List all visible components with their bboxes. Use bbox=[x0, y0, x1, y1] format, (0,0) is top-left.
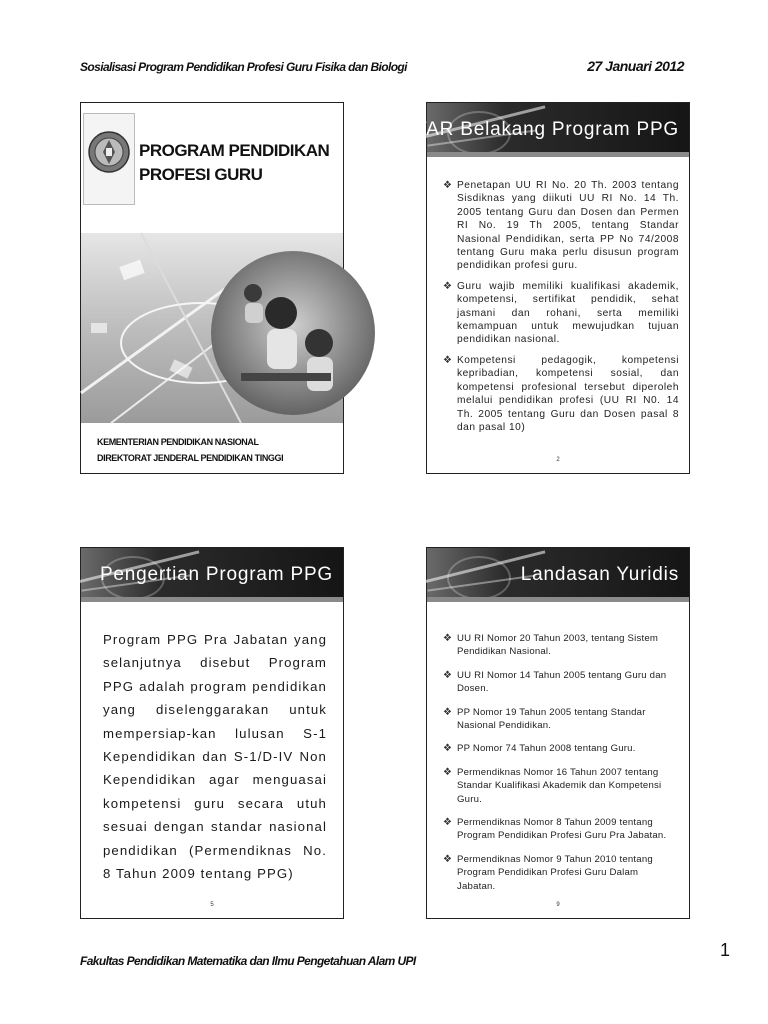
tut-wuri-handayani-logo bbox=[83, 113, 135, 205]
bullet-list bbox=[441, 179, 679, 441]
diamond-bullet-icon: ❖ bbox=[443, 354, 453, 366]
diamond-bullet-icon: ❖ bbox=[443, 669, 453, 681]
list-item-text: Penetapan UU RI No. 20 Th. 2003 tentang Sisdiknas yang diikuti UU RI No. 14 Th. 2005 tentang Guru dan Dosen dan Permen RI No. 19 Th 2005, tentang Standar Nasional Pendidikan, serta PP No 74/2008 tentang Guru maka perlu disusun program pendidikan profesi guru. bbox=[457, 180, 679, 272]
list-item-text: Permendiknas Nomor 9 Tahun 2010 tentang Program Pendidikan Profesi Guru Dalam Jabatan. bbox=[457, 853, 653, 892]
list-item bbox=[441, 280, 679, 347]
slide-title-banner bbox=[81, 548, 343, 602]
page-number: 1 bbox=[719, 940, 730, 960]
definition-paragraph: Program PPG Pra Jabatan yang selanjutnya disebut Program PPG adalah program pendidikan yang diselenggarakan untuk mempersiap-kan lulusan S-1 Kependidikan dan S-1/D-IV Non Kependidikan agar menguasai kompetensi guru secara utuh sesuai dengan standar nasional pendidikan (Permendiknas No. 8 Tahun 2009 tentang PPG) bbox=[103, 632, 327, 882]
org-name-line-1: KEMENTERIAN PENDIDIKAN NASIONAL bbox=[97, 437, 259, 447]
page-footer-faculty: Fakultas Pendidikan Matematika dan Ilmu Pengetahuan Alam UPI bbox=[80, 954, 416, 968]
slide-number: 9 bbox=[556, 902, 560, 908]
list-item-text: Guru wajib memiliki kualifikasi akademik, kompetensi, sertifikat pendidik, sehat jasmani dan rohani, serta memiliki kemampuan untuk mewujudkan tujuan pendidikan nasional. bbox=[457, 280, 679, 346]
slide-number: 5 bbox=[210, 902, 214, 908]
bullet-list bbox=[441, 632, 679, 903]
slide-main-title bbox=[139, 139, 339, 187]
list-item bbox=[441, 706, 679, 733]
list-item bbox=[441, 179, 679, 273]
slide-pengertian bbox=[80, 547, 344, 919]
list-item-text: UU RI Nomor 14 Tahun 2005 tentang Guru dan Dosen. bbox=[457, 669, 667, 695]
diamond-bullet-icon: ❖ bbox=[443, 180, 453, 191]
list-item-text: UU RI Nomor 20 Tahun 2003, tentang Sistem Pendidikan Nasional. bbox=[457, 633, 659, 658]
list-item-text: Permendiknas Nomor 8 Tahun 2009 tentang Program Pendidikan Profesi Guru Pra Jabatan. bbox=[457, 817, 667, 842]
list-item-text: PP Nomor 74 Tahun 2008 tentang Guru. bbox=[457, 743, 636, 755]
title-line-1: PROGRAM PENDIDIKAN bbox=[139, 141, 330, 160]
list-item bbox=[441, 853, 679, 893]
diamond-bullet-icon: ❖ bbox=[443, 280, 453, 292]
list-item bbox=[441, 816, 679, 843]
slide-title: LaTAR Belakang Program PPG bbox=[392, 119, 679, 140]
list-item-text: Kompetensi pedagogik, kompetensi kepribadian, kompetensi sosial, dan kompetensi profesional tersebut diperoleh melalui pendidikan profesi (UU RI N0. 14 Th. 2005 tentang Guru dan Dosen pasal 8 dan pasal 10) bbox=[457, 354, 679, 433]
title-line-2: PROFESI GURU bbox=[139, 165, 263, 184]
decorative-classroom-graphic bbox=[81, 233, 343, 423]
slide-number: 2 bbox=[556, 457, 560, 463]
slide-title bbox=[80, 102, 344, 474]
slide-title: Pengertian Program PPG bbox=[99, 564, 333, 585]
slide-latar-belakang bbox=[392, 102, 690, 474]
list-item-text: Permendiknas Nomor 16 Tahun 2007 tentang Standar Kualifikasi Akademik dan Kompetensi Guru. bbox=[457, 766, 662, 805]
slide-title-banner bbox=[427, 548, 689, 602]
list-item bbox=[441, 354, 679, 434]
org-name-line-2: DIREKTORAT JENDERAL PENDIDIKAN TINGGI bbox=[97, 453, 284, 463]
list-item bbox=[441, 766, 679, 806]
slide-landasan-yuridis bbox=[426, 547, 690, 919]
diamond-bullet-icon: ❖ bbox=[443, 766, 453, 778]
list-item-text: PP Nomor 19 Tahun 2005 tentang Standar Nasional Pendidikan. bbox=[457, 706, 646, 732]
list-item bbox=[441, 632, 679, 659]
page-header-date: 27 Januari 2012 bbox=[587, 58, 684, 74]
diamond-bullet-icon: ❖ bbox=[443, 633, 453, 644]
slide-title-banner bbox=[392, 103, 689, 157]
diamond-bullet-icon: ❖ bbox=[443, 853, 453, 865]
slide-title: Landasan Yuridis bbox=[520, 564, 679, 585]
page-header-title: Sosialisasi Program Pendidikan Profesi Guru Fisika dan Biologi bbox=[80, 60, 407, 74]
diamond-bullet-icon: ❖ bbox=[443, 706, 453, 718]
list-item bbox=[441, 742, 679, 755]
list-item bbox=[441, 669, 679, 696]
diamond-bullet-icon: ❖ bbox=[443, 817, 453, 829]
diamond-bullet-icon: ❖ bbox=[443, 743, 453, 755]
